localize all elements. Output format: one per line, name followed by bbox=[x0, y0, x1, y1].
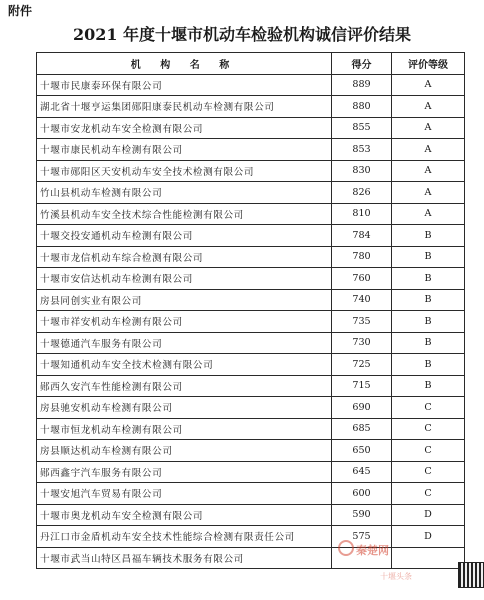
cell-name: 十堰市安信达机动车检测有限公司 bbox=[37, 268, 332, 290]
cell-grade bbox=[392, 547, 465, 569]
cell-grade: B bbox=[392, 332, 465, 354]
cell-name: 郧西久安汽车性能检测有限公司 bbox=[37, 375, 332, 397]
watermark-text: 秦楚网 bbox=[356, 544, 389, 557]
cell-name: 郧西鑫宇汽车服务有限公司 bbox=[37, 461, 332, 483]
cell-name: 十堰市恒龙机动车检测有限公司 bbox=[37, 418, 332, 440]
cell-score: 690 bbox=[332, 397, 392, 419]
table-row bbox=[37, 203, 465, 225]
table-header-row bbox=[37, 53, 465, 75]
cell-name: 丹江口市金盾机动车安全技术性能综合检测有限责任公司 bbox=[37, 526, 332, 548]
cell-grade: A bbox=[392, 139, 465, 161]
cell-score: 600 bbox=[332, 483, 392, 505]
cell-grade: B bbox=[392, 375, 465, 397]
cell-name: 十堰市安龙机动车安全检测有限公司 bbox=[37, 117, 332, 139]
cell-score: 685 bbox=[332, 418, 392, 440]
cell-score: 780 bbox=[332, 246, 392, 268]
qr-code-icon bbox=[458, 562, 484, 588]
cell-score: 725 bbox=[332, 354, 392, 376]
table-row bbox=[37, 160, 465, 182]
cell-name: 房县顺达机动车检测有限公司 bbox=[37, 440, 332, 462]
cell-grade: B bbox=[392, 268, 465, 290]
cell-name: 竹溪县机动车安全技术综合性能检测有限公司 bbox=[37, 203, 332, 225]
cell-name: 房县驰安机动车检测有限公司 bbox=[37, 397, 332, 419]
table-row bbox=[37, 117, 465, 139]
header-score: 得分 bbox=[332, 53, 392, 75]
watermark-subtext: 十堰头条 bbox=[380, 572, 412, 581]
cell-name: 十堰市郧阳区天安机动车安全技术检测有限公司 bbox=[37, 160, 332, 182]
cell-score: 826 bbox=[332, 182, 392, 204]
cell-score: 590 bbox=[332, 504, 392, 526]
cell-score: 810 bbox=[332, 203, 392, 225]
table-row bbox=[37, 268, 465, 290]
cell-grade: A bbox=[392, 96, 465, 118]
table-row bbox=[37, 182, 465, 204]
cell-grade: D bbox=[392, 526, 465, 548]
cell-name: 十堰德通汽车服务有限公司 bbox=[37, 332, 332, 354]
cell-name: 十堰市奥龙机动车安全检测有限公司 bbox=[37, 504, 332, 526]
cell-grade: D bbox=[392, 504, 465, 526]
table-row bbox=[37, 504, 465, 526]
header-name: 机 构 名 称 bbox=[37, 53, 332, 75]
cell-grade: A bbox=[392, 182, 465, 204]
cell-score: 853 bbox=[332, 139, 392, 161]
cell-name: 十堰市龙信机动车综合检测有限公司 bbox=[37, 246, 332, 268]
table-row bbox=[37, 418, 465, 440]
cell-score: 855 bbox=[332, 117, 392, 139]
cell-grade: B bbox=[392, 311, 465, 333]
cell-name: 十堰安旭汽车贸易有限公司 bbox=[37, 483, 332, 505]
table-row bbox=[37, 461, 465, 483]
table-row bbox=[37, 139, 465, 161]
cell-score: 830 bbox=[332, 160, 392, 182]
table-row bbox=[37, 483, 465, 505]
cell-score: 760 bbox=[332, 268, 392, 290]
cell-name: 十堰市民康泰环保有限公司 bbox=[37, 74, 332, 96]
watermark bbox=[340, 542, 389, 558]
header-grade: 评价等级 bbox=[392, 53, 465, 75]
cell-name: 十堰市武当山特区昌福车辆技术服务有限公司 bbox=[37, 547, 332, 569]
cell-score: 740 bbox=[332, 289, 392, 311]
cell-score: 730 bbox=[332, 332, 392, 354]
table-row bbox=[37, 440, 465, 462]
cell-name: 竹山县机动车检测有限公司 bbox=[37, 182, 332, 204]
cell-name: 湖北省十堰亨运集团郧阳康泰民机动车检测有限公司 bbox=[37, 96, 332, 118]
table-row bbox=[37, 547, 465, 569]
table-row bbox=[37, 354, 465, 376]
table-row bbox=[37, 289, 465, 311]
document-title: 2021 年度十堰市机动车检验机构诚信评价结果 bbox=[72, 25, 412, 44]
table-row bbox=[37, 96, 465, 118]
table-row bbox=[37, 526, 465, 548]
cell-name: 十堰市祥安机动车检测有限公司 bbox=[37, 311, 332, 333]
cell-score: 880 bbox=[332, 96, 392, 118]
cell-score: 645 bbox=[332, 461, 392, 483]
cell-name: 房县同创实业有限公司 bbox=[37, 289, 332, 311]
cell-grade: B bbox=[392, 289, 465, 311]
cell-grade: A bbox=[392, 117, 465, 139]
cell-score: 784 bbox=[332, 225, 392, 247]
cell-grade: C bbox=[392, 461, 465, 483]
attachment-label: 附件 bbox=[8, 4, 33, 18]
cell-score: 735 bbox=[332, 311, 392, 333]
cell-grade: A bbox=[392, 160, 465, 182]
table-row bbox=[37, 74, 465, 96]
cell-grade: C bbox=[392, 418, 465, 440]
table-row bbox=[37, 311, 465, 333]
cell-name: 十堰交投安通机动车检测有限公司 bbox=[37, 225, 332, 247]
cell-score: 889 bbox=[332, 74, 392, 96]
cell-grade: A bbox=[392, 74, 465, 96]
cell-grade: B bbox=[392, 246, 465, 268]
cell-grade: B bbox=[392, 225, 465, 247]
cell-grade: B bbox=[392, 354, 465, 376]
table-row bbox=[37, 225, 465, 247]
cell-grade: C bbox=[392, 483, 465, 505]
cell-name: 十堰知通机动车安全技术检测有限公司 bbox=[37, 354, 332, 376]
table-row bbox=[37, 332, 465, 354]
cell-score: 715 bbox=[332, 375, 392, 397]
cell-grade: C bbox=[392, 397, 465, 419]
cell-score: 575 bbox=[332, 526, 392, 548]
table-row bbox=[37, 375, 465, 397]
cell-grade: C bbox=[392, 440, 465, 462]
results-table bbox=[36, 52, 465, 569]
cell-name: 十堰市康民机动车检测有限公司 bbox=[37, 139, 332, 161]
table-row bbox=[37, 397, 465, 419]
cell-score: 650 bbox=[332, 440, 392, 462]
table-row bbox=[37, 246, 465, 268]
cell-grade: A bbox=[392, 203, 465, 225]
